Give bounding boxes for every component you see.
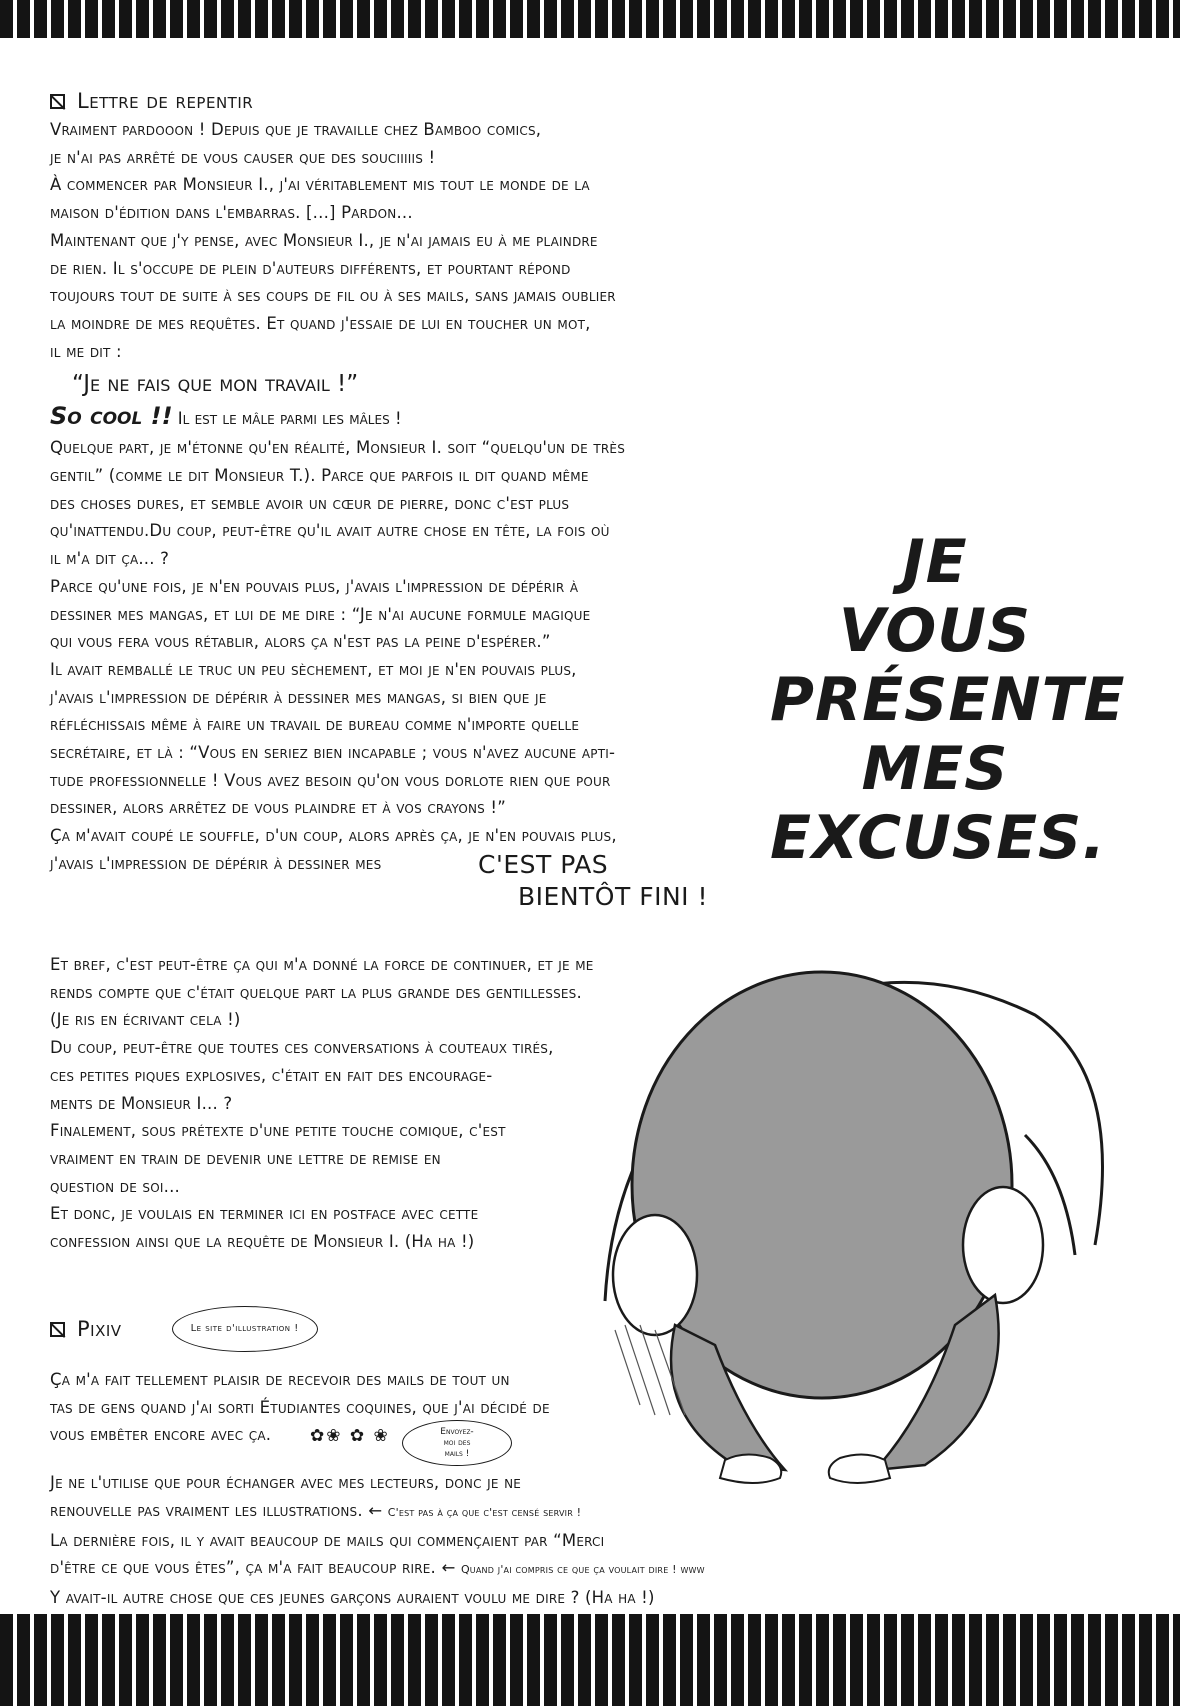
title-line: MES [861,734,1009,804]
text-line: de rien. Il s'occupe de plein d'auteurs différents, et pourtant répond [50,258,571,278]
handwritten-cest-pas: C'EST PAS [478,850,609,879]
section-conclusion [50,951,730,1256]
page-title [770,527,1126,873]
text-line: Vraiment pardooon ! Depuis que je travaille chez Bamboo comics, [50,120,542,139]
line-text: renouvelle pas vraiment les illustrations. [50,1500,363,1520]
checkbox-slash-icon [50,1322,65,1337]
text-line: ces petites piques explosives, c'était en fait des encourage- [50,1065,493,1085]
text-line: Quelque part, je m'étonne qu'en réalité, Monsieur I. soit “quelqu'un de très [50,438,626,458]
arrow-left-icon: ← [441,1558,456,1578]
text-line: tas de gens quand j'ai sorti Étudiantes coquines, que j'ai décidé de [50,1397,550,1417]
bubble-line: moi des [443,1438,471,1448]
title-line: EXCUSES. [770,803,1107,873]
text-line: Parce qu'une fois, je n'en pouvais plus, j'avais l'impression de dépérir à [50,576,579,596]
text-line: dessiner mes mangas, et lui de me dire : “Je n'ai aucune formule magique [50,604,591,624]
text-line: Ça m'a fait tellement plaisir de recevoir des mails de tout un [50,1370,510,1389]
bubble-line: Envoyez- [440,1427,474,1437]
text-line: il me dit : [50,341,122,361]
bubble-line: mails ! [444,1449,470,1459]
text-line: Il avait remballé le truc un peu sèchement, et moi je n'en pouvais plus, [50,659,577,679]
text-line: ments de Monsieur I... ? [50,1093,233,1113]
text-line: gentil” (comme le dit Monsieur T.). Parce que parfois il dit quand même [50,466,589,486]
text-line: tude professionnelle ! Vous avez besoin qu'on vous dorlote rien que pour [50,770,611,790]
text-line: qu'inattendu.Du coup, peut-être qu'il avait autre chose en tête, la fois où [50,521,610,541]
text-line: confession ainsi que la requête de Monsieur I. (Ha ha !) [50,1232,475,1252]
text-line: secrétaire, et là : “Vous en seriez bien incapable ; vous n'avez aucune apti- [50,743,616,763]
text-line: Maintenant que j'y pense, avec Monsieur I., je n'ai jamais eu à me plaindre [50,230,598,250]
speech-bubble-illustration-site: Le site d'illustration ! [172,1306,318,1352]
section-pixiv [50,1306,730,1612]
text-line: toujours tout de suite à ses coups de fil ou à ses mails, sans jamais oublier [50,286,616,306]
section-heading-pixiv [50,1306,730,1352]
handwritten-bientot-fini: BIENTÔT FINI ! [518,882,708,911]
text-line: j'avais l'impression de dépérir à dessiner mes [50,853,382,873]
so-cool-line [50,401,730,434]
title-line: PRÉSENTE [770,665,1126,735]
so-cool-emphasis: So cool !! [50,402,173,431]
text-line: réfléchissais même à faire un travail de bureau comme n'importe quelle [50,715,580,735]
text-line [50,1554,730,1584]
text-line [50,1497,730,1527]
section-heading-letter [50,86,730,116]
text-line: qui vous fera vous rétablir, alors ça n'est pas la peine d'espérer.” [50,632,551,652]
so-cool-rest: Il est le mâle parmi les mâles ! [172,409,402,429]
text-line: maison d'édition dans l'embarras. [...] Pardon... [50,203,413,223]
text-line: rends compte que c'était quelque part la plus grande des gentillesses. [50,982,582,1002]
text-line: (Je ris en écrivant cela !) [50,1010,241,1030]
section-repentance-letter [50,86,730,878]
pull-quote: “Je ne fais que mon travail !” [72,371,359,398]
text-line: la moindre de mes requêtes. Et quand j'essaie de lui en toucher un mot, [50,313,591,333]
text-line: vous embêter encore avec ça. [50,1425,272,1445]
text-line: dessiner, alors arrêtez de vous plaindre et à vos crayons !” [50,798,506,818]
text-line: À commencer par Monsieur I., j'ai véritablement mis tout le monde de la [50,175,590,195]
text-line: Du coup, peut-être que toutes ces conversations à couteaux tirés, [50,1038,554,1058]
title-line: VOUS [838,596,1032,666]
bottom-checker-border [0,1614,1180,1706]
text-line: La dernière fois, il y avait beaucoup de mails qui commençaient par “Merci [50,1530,605,1550]
text-line: Je ne l'utilise que pour échanger avec mes lecteurs, donc je ne [50,1473,522,1493]
text-line: Et donc, je voulais en terminer ici en postface avec cette [50,1204,479,1224]
text-line: il m'a dit ça... ? [50,549,170,569]
text-line: Ça m'avait coupé le souffle, d'un coup, alors après ça, je n'en pouvais plus, [50,826,617,846]
checkbox-slash-icon [50,94,65,109]
arrow-left-icon: ← [368,1500,383,1520]
heading-text: Pixiv [77,1317,122,1341]
top-checker-border [0,0,1180,38]
text-line: des choses dures, et semble avoir un cœur de pierre, donc c'est plus [50,493,570,513]
side-note: C'est pas à ça que c'est censé servir ! [387,1505,582,1519]
text-line: je n'ai pas arrêté de vous causer que des souciiiiis ! [50,147,436,167]
speech-bubble-send-mails [402,1420,512,1466]
text-line: Et bref, c'est peut-être ça qui m'a donné la force de continuer, et je me [50,955,594,974]
text-line: Y avait-il autre chose que ces jeunes garçons auraient voulu me dire ? (Ha ha !) [50,1587,655,1607]
text-line: question de soi... [50,1176,180,1196]
heading-text: Lettre de repentir [77,89,254,113]
title-line: JE [902,527,968,597]
text-line: Finalement, sous prétexte d'une petite touche comique, c'est [50,1121,506,1141]
line-text: d'être ce que vous êtes”, ça m'a fait beaucoup rire. [50,1558,436,1578]
flower-doodle-icon: ✿❀ ✿ ❀ [310,1426,390,1446]
text-line: j'avais l'impression de dépérir à dessiner mes mangas, si bien que je [50,687,547,707]
text-line: vraiment en train de devenir une lettre de remise en [50,1148,441,1168]
side-note: Quand j'ai compris ce que ça voulait dire ! www [460,1563,705,1577]
paragraph-a [50,116,730,365]
paragraph-b [50,434,730,877]
